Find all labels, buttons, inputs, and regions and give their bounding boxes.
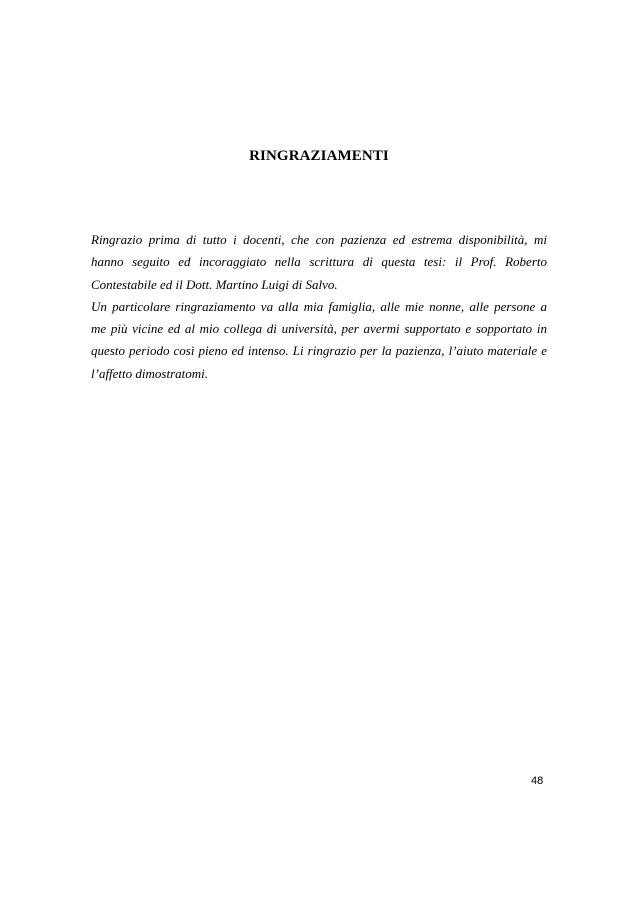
text-line: questo periodo così pieno ed intenso. Li ringrazio per la pazienza, l’aiuto materiale e [91,343,547,359]
page-number: 48 [531,775,544,787]
page-title: RINGRAZIAMENTI [249,148,389,164]
text-line: me più vicine ed al mio collega di università, per avermi supportato e sopportato in [91,321,547,337]
text-line: Contestabile ed il Dott. Martino Luigi di Salvo. [91,276,338,292]
text-line: l’affetto dimostratomi. [91,365,208,381]
text-line: Un particolare ringraziamento va alla mia famiglia, alle mie nonne, alle persone a [91,298,547,314]
acknowledgements-text [91,229,547,385]
text-line: hanno seguito ed incoraggiato nella scrittura di questa tesi: il Prof. Roberto [91,254,547,270]
text-line: Ringrazio prima di tutto i docenti, che con pazienza ed estrema disponibilità, mi [91,232,547,247]
